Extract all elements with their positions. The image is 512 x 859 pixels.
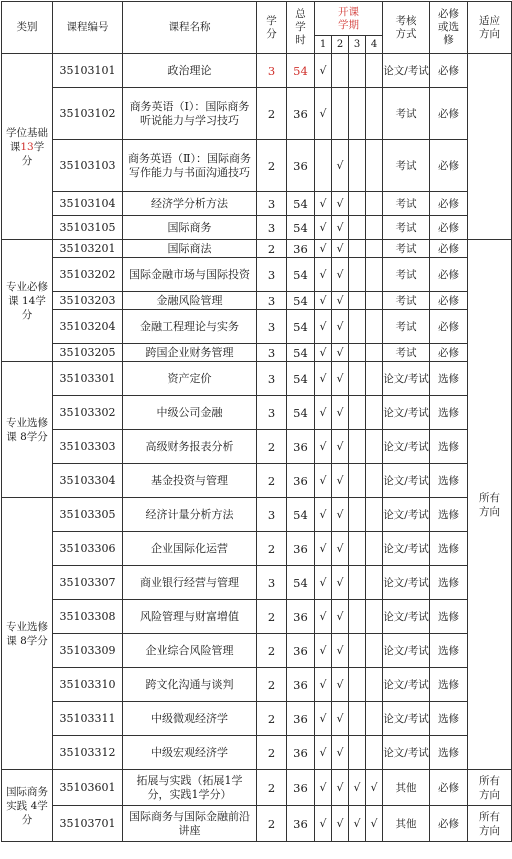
semester-2-check: √ bbox=[332, 668, 349, 702]
semester-1-check: √ bbox=[315, 88, 332, 140]
course-hours: 54 bbox=[287, 566, 315, 600]
course-name: 政治理论 bbox=[123, 54, 257, 88]
header-hours: 总学时 bbox=[287, 2, 315, 54]
semester-1-check: √ bbox=[315, 634, 332, 668]
semester-2-check: √ bbox=[332, 702, 349, 736]
course-credits: 3 bbox=[257, 192, 287, 216]
course-name: 企业国际化运营 bbox=[123, 532, 257, 566]
semester-2-check: √ bbox=[332, 140, 349, 192]
semester-1-check: √ bbox=[315, 54, 332, 88]
assessment-method: 论文/考试 bbox=[383, 532, 430, 566]
required-elective: 必修 bbox=[430, 806, 468, 842]
required-elective: 必修 bbox=[430, 88, 468, 140]
required-elective: 必修 bbox=[430, 344, 468, 362]
course-name: 国际金融市场与国际投资 bbox=[123, 258, 257, 292]
assessment-method: 论文/考试 bbox=[383, 430, 430, 464]
course-name: 经济计量分析方法 bbox=[123, 498, 257, 532]
semester-4-check bbox=[366, 736, 383, 770]
course-hours: 36 bbox=[287, 464, 315, 498]
semester-3-check bbox=[349, 54, 366, 88]
semester-3-check bbox=[349, 566, 366, 600]
course-name: 资产定价 bbox=[123, 362, 257, 396]
course-code: 35103312 bbox=[53, 736, 123, 770]
course-hours: 36 bbox=[287, 668, 315, 702]
course-code: 35103203 bbox=[53, 292, 123, 310]
header-semester-1: 1 bbox=[315, 36, 332, 54]
semester-4-check bbox=[366, 634, 383, 668]
assessment-method: 论文/考试 bbox=[383, 634, 430, 668]
required-elective: 选修 bbox=[430, 702, 468, 736]
semester-3-check bbox=[349, 240, 366, 258]
assessment-method: 论文/考试 bbox=[383, 396, 430, 430]
semester-3-check bbox=[349, 498, 366, 532]
course-name: 金融工程理论与实务 bbox=[123, 310, 257, 344]
course-credits: 3 bbox=[257, 396, 287, 430]
semester-1-check: √ bbox=[315, 668, 332, 702]
assessment-method: 论文/考试 bbox=[383, 54, 430, 88]
course-table-body bbox=[2, 54, 512, 842]
required-elective: 选修 bbox=[430, 464, 468, 498]
semester-4-check: √ bbox=[366, 806, 383, 842]
course-name: 国际商法 bbox=[123, 240, 257, 258]
course-credits: 3 bbox=[257, 54, 287, 88]
course-hours: 54 bbox=[287, 344, 315, 362]
semester-4-check bbox=[366, 668, 383, 702]
required-elective: 必修 bbox=[430, 770, 468, 806]
table-row bbox=[2, 216, 512, 240]
course-credits: 3 bbox=[257, 292, 287, 310]
semester-1-check bbox=[315, 140, 332, 192]
course-credits: 2 bbox=[257, 806, 287, 842]
course-credits: 2 bbox=[257, 430, 287, 464]
course-hours: 54 bbox=[287, 192, 315, 216]
semester-2-check bbox=[332, 54, 349, 88]
course-code: 35103307 bbox=[53, 566, 123, 600]
course-hours: 36 bbox=[287, 140, 315, 192]
assessment-method: 论文/考试 bbox=[383, 498, 430, 532]
semester-3-check bbox=[349, 362, 366, 396]
table-row bbox=[2, 258, 512, 292]
course-credits: 2 bbox=[257, 668, 287, 702]
course-name: 拓展与实践（拓展1学分，实践1学分） bbox=[123, 770, 257, 806]
required-elective: 必修 bbox=[430, 240, 468, 258]
table-row bbox=[2, 532, 512, 566]
semester-3-check bbox=[349, 668, 366, 702]
table-row bbox=[2, 600, 512, 634]
course-credits: 2 bbox=[257, 88, 287, 140]
required-elective: 选修 bbox=[430, 362, 468, 396]
course-credits: 2 bbox=[257, 634, 287, 668]
semester-2-check bbox=[332, 88, 349, 140]
required-elective: 选修 bbox=[430, 566, 468, 600]
semester-3-check bbox=[349, 464, 366, 498]
table-row bbox=[2, 566, 512, 600]
semester-2-check: √ bbox=[332, 192, 349, 216]
category-label-part: 学位基础课 bbox=[6, 126, 48, 153]
table-row bbox=[2, 310, 512, 344]
course-code: 35103306 bbox=[53, 532, 123, 566]
table-row bbox=[2, 140, 512, 192]
table-row bbox=[2, 344, 512, 362]
course-code: 35103105 bbox=[53, 216, 123, 240]
semester-4-check bbox=[366, 192, 383, 216]
semester-3-check bbox=[349, 88, 366, 140]
course-code: 35103102 bbox=[53, 88, 123, 140]
course-hours: 36 bbox=[287, 430, 315, 464]
course-code: 35103309 bbox=[53, 634, 123, 668]
course-hours: 54 bbox=[287, 310, 315, 344]
course-credits: 3 bbox=[257, 310, 287, 344]
assessment-method: 论文/考试 bbox=[383, 736, 430, 770]
required-elective: 必修 bbox=[430, 310, 468, 344]
course-code: 35103303 bbox=[53, 430, 123, 464]
course-credits: 2 bbox=[257, 140, 287, 192]
semester-4-check bbox=[366, 258, 383, 292]
assessment-method: 论文/考试 bbox=[383, 668, 430, 702]
course-code: 35103701 bbox=[53, 806, 123, 842]
header-semester-2: 2 bbox=[332, 36, 349, 54]
assessment-method: 考试 bbox=[383, 258, 430, 292]
required-elective: 选修 bbox=[430, 532, 468, 566]
course-credits: 3 bbox=[257, 216, 287, 240]
assessment-method: 考试 bbox=[383, 140, 430, 192]
required-elective: 选修 bbox=[430, 736, 468, 770]
course-credits: 3 bbox=[257, 258, 287, 292]
required-elective: 选修 bbox=[430, 498, 468, 532]
course-hours: 36 bbox=[287, 736, 315, 770]
required-elective: 选修 bbox=[430, 600, 468, 634]
course-hours: 54 bbox=[287, 216, 315, 240]
course-name: 跨国企业财务管理 bbox=[123, 344, 257, 362]
semester-3-check bbox=[349, 344, 366, 362]
table-row bbox=[2, 464, 512, 498]
assessment-method: 其他 bbox=[383, 770, 430, 806]
semester-3-check bbox=[349, 532, 366, 566]
category-cell bbox=[2, 54, 53, 240]
semester-3-check bbox=[349, 702, 366, 736]
semester-4-check bbox=[366, 600, 383, 634]
course-name: 高级财务报表分析 bbox=[123, 430, 257, 464]
course-name: 中级微观经济学 bbox=[123, 702, 257, 736]
assessment-method: 考试 bbox=[383, 192, 430, 216]
header-semester-4: 4 bbox=[366, 36, 383, 54]
course-hours: 54 bbox=[287, 498, 315, 532]
semester-3-check bbox=[349, 310, 366, 344]
course-hours: 36 bbox=[287, 600, 315, 634]
semester-1-check: √ bbox=[315, 430, 332, 464]
required-elective: 选修 bbox=[430, 396, 468, 430]
semester-4-check bbox=[366, 88, 383, 140]
course-hours: 36 bbox=[287, 240, 315, 258]
course-hours: 54 bbox=[287, 362, 315, 396]
semester-3-check bbox=[349, 216, 366, 240]
semester-3-check bbox=[349, 634, 366, 668]
course-code: 35103202 bbox=[53, 258, 123, 292]
course-code: 35103301 bbox=[53, 362, 123, 396]
course-hours: 36 bbox=[287, 702, 315, 736]
semester-3-check: √ bbox=[349, 806, 366, 842]
semester-4-check bbox=[366, 566, 383, 600]
direction-cell: 所有方向 bbox=[468, 770, 512, 806]
semester-4-check bbox=[366, 464, 383, 498]
semester-4-check bbox=[366, 702, 383, 736]
course-name: 基金投资与管理 bbox=[123, 464, 257, 498]
course-code: 35103205 bbox=[53, 344, 123, 362]
header-semester-3: 3 bbox=[349, 36, 366, 54]
course-credits: 3 bbox=[257, 344, 287, 362]
semester-4-check bbox=[366, 498, 383, 532]
assessment-method: 论文/考试 bbox=[383, 600, 430, 634]
category-cell: 专业选修课 8学分 bbox=[2, 362, 53, 498]
course-hours: 54 bbox=[287, 258, 315, 292]
semester-2-check: √ bbox=[332, 310, 349, 344]
header-code: 课程编号 bbox=[53, 2, 123, 54]
required-elective: 必修 bbox=[430, 192, 468, 216]
semester-1-check: √ bbox=[315, 770, 332, 806]
assessment-method: 考试 bbox=[383, 344, 430, 362]
category-cell: 国际商务实践 4学分 bbox=[2, 770, 53, 842]
header-direction: 适应方向 bbox=[468, 2, 512, 54]
course-name: 国际商务 bbox=[123, 216, 257, 240]
course-code: 35103308 bbox=[53, 600, 123, 634]
course-credits: 2 bbox=[257, 702, 287, 736]
course-table bbox=[1, 1, 512, 842]
semester-2-check: √ bbox=[332, 344, 349, 362]
table-row bbox=[2, 192, 512, 216]
assessment-method: 考试 bbox=[383, 88, 430, 140]
course-name: 金融风险管理 bbox=[123, 292, 257, 310]
assessment-method: 论文/考试 bbox=[383, 362, 430, 396]
semester-1-check: √ bbox=[315, 240, 332, 258]
semester-1-check: √ bbox=[315, 292, 332, 310]
table-row bbox=[2, 292, 512, 310]
required-elective: 必修 bbox=[430, 258, 468, 292]
header-category: 类别 bbox=[2, 2, 53, 54]
course-credits: 2 bbox=[257, 600, 287, 634]
semester-1-check: √ bbox=[315, 600, 332, 634]
semester-2-check: √ bbox=[332, 532, 349, 566]
table-row bbox=[2, 362, 512, 396]
course-code: 35103302 bbox=[53, 396, 123, 430]
semester-4-check bbox=[366, 54, 383, 88]
course-code: 35103310 bbox=[53, 668, 123, 702]
course-name: 经济学分析方法 bbox=[123, 192, 257, 216]
table-row bbox=[2, 806, 512, 842]
course-credits: 2 bbox=[257, 532, 287, 566]
semester-2-check: √ bbox=[332, 498, 349, 532]
course-code: 35103101 bbox=[53, 54, 123, 88]
course-code: 35103201 bbox=[53, 240, 123, 258]
course-hours: 36 bbox=[287, 532, 315, 566]
course-code: 35103103 bbox=[53, 140, 123, 192]
assessment-method: 考试 bbox=[383, 240, 430, 258]
course-name: 商务英语（Ⅰ）：国际商务听说能力与学习技巧 bbox=[123, 88, 257, 140]
required-elective: 必修 bbox=[430, 292, 468, 310]
course-credits: 3 bbox=[257, 362, 287, 396]
semester-1-check: √ bbox=[315, 310, 332, 344]
header-assessment: 考核方式 bbox=[383, 2, 430, 54]
semester-4-check bbox=[366, 362, 383, 396]
assessment-method: 论文/考试 bbox=[383, 566, 430, 600]
semester-4-check bbox=[366, 216, 383, 240]
semester-1-check: √ bbox=[315, 702, 332, 736]
semester-1-check: √ bbox=[315, 344, 332, 362]
course-name: 中级公司金融 bbox=[123, 396, 257, 430]
semester-1-check: √ bbox=[315, 498, 332, 532]
semester-4-check bbox=[366, 344, 383, 362]
semester-4-check bbox=[366, 396, 383, 430]
semester-4-check bbox=[366, 532, 383, 566]
course-hours: 36 bbox=[287, 806, 315, 842]
table-row bbox=[2, 498, 512, 532]
assessment-method: 考试 bbox=[383, 292, 430, 310]
course-name: 跨文化沟通与谈判 bbox=[123, 668, 257, 702]
assessment-method: 考试 bbox=[383, 310, 430, 344]
semester-2-check: √ bbox=[332, 566, 349, 600]
course-hours: 54 bbox=[287, 292, 315, 310]
course-code: 35103104 bbox=[53, 192, 123, 216]
course-name: 企业综合风险管理 bbox=[123, 634, 257, 668]
semester-4-check bbox=[366, 140, 383, 192]
course-hours: 54 bbox=[287, 54, 315, 88]
course-hours: 36 bbox=[287, 88, 315, 140]
semester-2-check: √ bbox=[332, 430, 349, 464]
semester-4-check: √ bbox=[366, 770, 383, 806]
semester-4-check bbox=[366, 430, 383, 464]
semester-2-check: √ bbox=[332, 240, 349, 258]
category-cell: 专业选修课 8学分 bbox=[2, 498, 53, 770]
table-row bbox=[2, 54, 512, 88]
course-code: 35103204 bbox=[53, 310, 123, 344]
course-code: 35103311 bbox=[53, 702, 123, 736]
category-label-part: 13 bbox=[20, 140, 34, 153]
semester-2-check: √ bbox=[332, 216, 349, 240]
table-row bbox=[2, 240, 512, 258]
semester-2-check: √ bbox=[332, 806, 349, 842]
header-name: 课程名称 bbox=[123, 2, 257, 54]
table-row bbox=[2, 702, 512, 736]
table-row bbox=[2, 668, 512, 702]
semester-1-check: √ bbox=[315, 396, 332, 430]
header-required: 必修或选修 bbox=[430, 2, 468, 54]
direction-cell: 所有方向 bbox=[468, 806, 512, 842]
course-credits: 3 bbox=[257, 498, 287, 532]
semester-3-check bbox=[349, 430, 366, 464]
required-elective: 选修 bbox=[430, 668, 468, 702]
direction-cell: 所有方向 bbox=[468, 240, 512, 770]
semester-4-check bbox=[366, 310, 383, 344]
course-hours: 36 bbox=[287, 770, 315, 806]
semester-2-check: √ bbox=[332, 736, 349, 770]
course-hours: 36 bbox=[287, 634, 315, 668]
required-elective: 必修 bbox=[430, 216, 468, 240]
course-name: 商业银行经营与管理 bbox=[123, 566, 257, 600]
semester-2-check: √ bbox=[332, 464, 349, 498]
semester-4-check bbox=[366, 240, 383, 258]
course-hours: 54 bbox=[287, 396, 315, 430]
semester-3-check: √ bbox=[349, 770, 366, 806]
semester-4-check bbox=[366, 292, 383, 310]
table-row bbox=[2, 396, 512, 430]
course-credits: 2 bbox=[257, 736, 287, 770]
assessment-method: 其他 bbox=[383, 806, 430, 842]
semester-1-check: √ bbox=[315, 216, 332, 240]
semester-1-check: √ bbox=[315, 362, 332, 396]
table-row bbox=[2, 634, 512, 668]
table-row bbox=[2, 88, 512, 140]
semester-1-check: √ bbox=[315, 532, 332, 566]
course-code: 35103305 bbox=[53, 498, 123, 532]
course-name: 国际商务与国际金融前沿讲座 bbox=[123, 806, 257, 842]
assessment-method: 考试 bbox=[383, 216, 430, 240]
table-row bbox=[2, 736, 512, 770]
semester-1-check: √ bbox=[315, 192, 332, 216]
semester-2-check: √ bbox=[332, 396, 349, 430]
table-row bbox=[2, 770, 512, 806]
category-cell: 专业必修课 14学分 bbox=[2, 240, 53, 362]
category-label-part: 学分 bbox=[21, 140, 45, 167]
semester-2-check: √ bbox=[332, 292, 349, 310]
semester-3-check bbox=[349, 292, 366, 310]
required-elective: 必修 bbox=[430, 54, 468, 88]
semester-3-check bbox=[349, 600, 366, 634]
course-name: 中级宏观经济学 bbox=[123, 736, 257, 770]
semester-1-check: √ bbox=[315, 258, 332, 292]
semester-2-check: √ bbox=[332, 634, 349, 668]
semester-3-check bbox=[349, 140, 366, 192]
course-name: 风险管理与财富增值 bbox=[123, 600, 257, 634]
required-elective: 必修 bbox=[430, 140, 468, 192]
semester-1-check: √ bbox=[315, 736, 332, 770]
semester-2-check: √ bbox=[332, 362, 349, 396]
required-elective: 选修 bbox=[430, 634, 468, 668]
table-row bbox=[2, 430, 512, 464]
course-code: 35103304 bbox=[53, 464, 123, 498]
semester-2-check: √ bbox=[332, 258, 349, 292]
direction-cell-empty bbox=[468, 54, 512, 240]
semester-2-check: √ bbox=[332, 600, 349, 634]
course-credits: 2 bbox=[257, 240, 287, 258]
semester-3-check bbox=[349, 192, 366, 216]
assessment-method: 论文/考试 bbox=[383, 464, 430, 498]
semester-1-check: √ bbox=[315, 464, 332, 498]
course-credits: 2 bbox=[257, 770, 287, 806]
semester-3-check bbox=[349, 258, 366, 292]
semester-1-check: √ bbox=[315, 566, 332, 600]
semester-2-check: √ bbox=[332, 770, 349, 806]
course-credits: 2 bbox=[257, 464, 287, 498]
course-name: 商务英语（Ⅱ）：国际商务写作能力与书面沟通技巧 bbox=[123, 140, 257, 192]
required-elective: 选修 bbox=[430, 430, 468, 464]
semester-1-check: √ bbox=[315, 806, 332, 842]
header-credits: 学分 bbox=[257, 2, 287, 54]
semester-3-check bbox=[349, 736, 366, 770]
course-code: 35103601 bbox=[53, 770, 123, 806]
header-semester-group: 开课学期 bbox=[315, 2, 383, 36]
assessment-method: 论文/考试 bbox=[383, 702, 430, 736]
course-credits: 3 bbox=[257, 566, 287, 600]
semester-3-check bbox=[349, 396, 366, 430]
